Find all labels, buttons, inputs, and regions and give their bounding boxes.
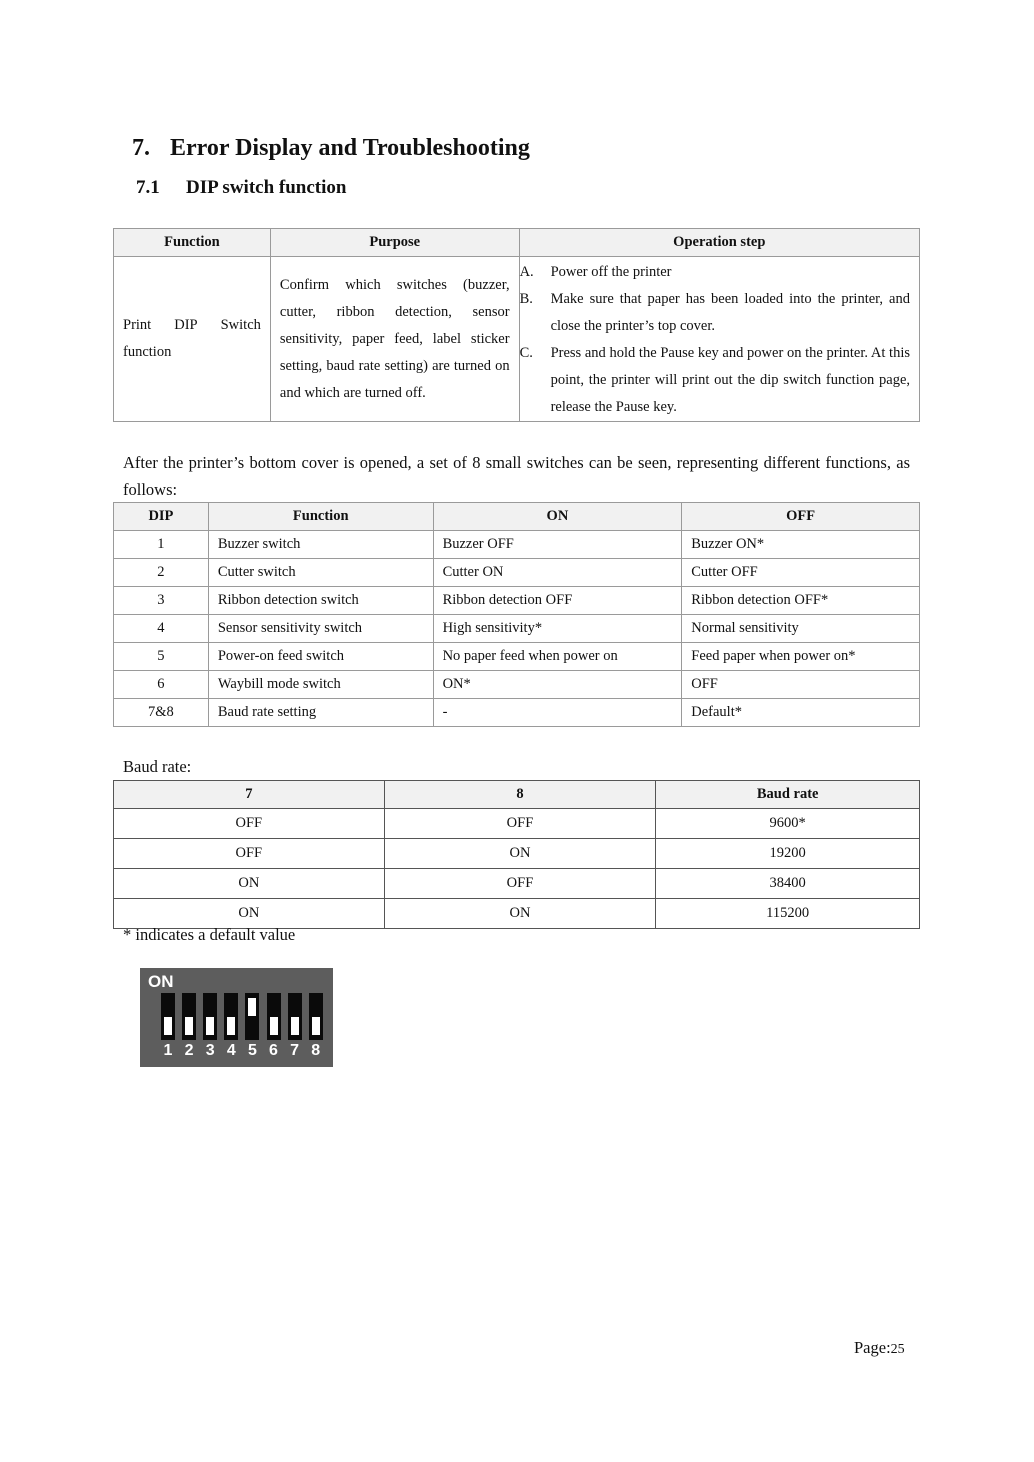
header-operation-step: Operation step	[519, 229, 919, 257]
dip-number: 2	[114, 559, 209, 587]
baud-rate-table	[113, 780, 920, 929]
step-letter: B.	[519, 291, 533, 307]
dip-function-table	[113, 228, 920, 422]
function: Cutter switch	[208, 559, 433, 587]
dip-switch-6	[267, 993, 281, 1040]
dip-switch-2	[182, 993, 196, 1040]
purpose-cell: Confirm which switches (buzzer, cutter, ribbon detection, sensor sensitivity, paper feed, label sticker setting, baud rate setting) are turned on and which are turned off.	[270, 257, 519, 422]
on-value: -	[433, 699, 682, 727]
function: Buzzer switch	[208, 531, 433, 559]
subsection-heading	[136, 174, 346, 202]
dip-switch-number: 8	[311, 1042, 321, 1059]
step-text: Make sure that paper has been loaded into the printer, and close the printer’s top cover.	[550, 291, 910, 334]
dip-number: 6	[114, 671, 209, 699]
dip-number: 4	[114, 615, 209, 643]
function-word: function	[123, 344, 172, 360]
dip-switch-number: 7	[290, 1042, 300, 1059]
step-c	[520, 340, 910, 421]
step-letter: C.	[519, 345, 533, 361]
function: Ribbon detection switch	[208, 587, 433, 615]
function-word: Print	[123, 317, 152, 333]
step-a	[520, 259, 910, 286]
dip-switch-7	[288, 993, 302, 1040]
dip-switch-knob	[185, 1017, 193, 1035]
baud-rate-value: 19200	[656, 839, 920, 869]
intro-paragraph: After the printer’s bottom cover is opened, a set of 8 small switches can be seen, representing different functions, as follows:	[123, 453, 910, 499]
subsection-number: 7.1	[136, 177, 160, 198]
function-cell	[114, 257, 271, 422]
table-row	[114, 643, 920, 671]
dip-number: 7&8	[114, 699, 209, 727]
on-value: ON*	[433, 671, 682, 699]
operation-steps-cell	[519, 257, 919, 422]
table-row	[114, 869, 920, 899]
table-row	[114, 257, 920, 422]
dip-switch-number: 6	[269, 1042, 278, 1059]
dip-switch-table	[113, 502, 920, 727]
baud-rate-value: 9600*	[656, 809, 920, 839]
switch-7-state: OFF	[114, 839, 385, 869]
off-value: Ribbon detection OFF*	[682, 587, 920, 615]
page-label: Page:	[854, 1338, 891, 1357]
dip-switch-knob	[227, 1017, 235, 1035]
dip-switch-knob	[270, 1017, 278, 1035]
function: Power-on feed switch	[208, 643, 433, 671]
off-value: Cutter OFF	[682, 559, 920, 587]
switch-8-state: OFF	[384, 869, 656, 899]
dip-on-label: ON	[148, 972, 174, 991]
dip-number: 3	[114, 587, 209, 615]
switch-8-state: OFF	[384, 809, 656, 839]
off-value: Normal sensitivity	[682, 615, 920, 643]
table-row	[114, 809, 920, 839]
header-function: Function	[208, 503, 433, 531]
baud-rate-value: 115200	[656, 899, 920, 929]
on-value: No paper feed when power on	[433, 643, 682, 671]
baud-rate-label: Baud rate:	[123, 757, 192, 776]
page-number	[854, 1336, 905, 1362]
function-word: DIP	[174, 317, 198, 333]
dip-switch-8	[309, 993, 323, 1040]
header-switch-7: 7	[114, 781, 385, 809]
off-value: Feed paper when power on*	[682, 643, 920, 671]
table-row	[114, 839, 920, 869]
step-letter: A.	[519, 264, 534, 280]
dip-switch-knob	[164, 1017, 172, 1035]
table-row	[114, 559, 920, 587]
dip-switch-knob	[312, 1017, 320, 1035]
default-value-note: * indicates a default value	[123, 925, 296, 944]
dip-switch-5	[245, 993, 259, 1040]
dip-switch-1	[161, 993, 175, 1040]
switch-7-state: OFF	[114, 809, 385, 839]
dip-switch-3	[203, 993, 217, 1040]
table-row	[114, 671, 920, 699]
header-on: ON	[433, 503, 682, 531]
on-value: Buzzer OFF	[433, 531, 682, 559]
section-heading	[132, 132, 530, 164]
off-value: OFF	[682, 671, 920, 699]
dip-switch-number: 5	[247, 1042, 257, 1059]
dip-switch-knob	[248, 998, 256, 1016]
table-row	[114, 587, 920, 615]
dip-switch-knob	[206, 1017, 214, 1035]
dip-switch-number: 4	[226, 1042, 236, 1059]
header-dip: DIP	[114, 503, 209, 531]
step-text: Press and hold the Pause key and power on the printer. At this point, the printer will print out the dip switch function page, release the Pause key.	[550, 345, 910, 415]
dip-switch-number: 1	[163, 1042, 173, 1059]
step-b	[520, 286, 910, 340]
dip-number: 1	[114, 531, 209, 559]
switch-7-state: ON	[114, 869, 385, 899]
dip-switch-image	[140, 968, 333, 1067]
subsection-title: DIP switch function	[186, 177, 347, 198]
switch-8-state: ON	[384, 839, 656, 869]
section-number: 7.	[132, 135, 150, 161]
function-word: Switch	[220, 317, 261, 333]
table-row	[114, 699, 920, 727]
on-value: Ribbon detection OFF	[433, 587, 682, 615]
on-value: High sensitivity*	[433, 615, 682, 643]
off-value: Buzzer ON*	[682, 531, 920, 559]
dip-switch-number: 3	[205, 1042, 215, 1059]
table-header-row	[114, 503, 920, 531]
baud-rate-value: 38400	[656, 869, 920, 899]
switch-7-state: ON	[114, 899, 385, 929]
on-value: Cutter ON	[433, 559, 682, 587]
off-value: Default*	[682, 699, 920, 727]
dip-switch-knob	[291, 1017, 299, 1035]
header-baud-rate: Baud rate	[656, 781, 920, 809]
function: Waybill mode switch	[208, 671, 433, 699]
dip-number: 5	[114, 643, 209, 671]
table-row	[114, 531, 920, 559]
dip-switch-number: 2	[184, 1042, 194, 1059]
header-purpose: Purpose	[270, 229, 519, 257]
table-row	[114, 615, 920, 643]
section-title: Error Display and Troubleshooting	[170, 135, 530, 161]
switch-8-state: ON	[384, 899, 656, 929]
page-number-value: 25	[890, 1342, 905, 1357]
function: Sensor sensitivity switch	[208, 615, 433, 643]
header-function: Function	[114, 229, 271, 257]
table-header-row	[114, 781, 920, 809]
header-switch-8: 8	[384, 781, 656, 809]
step-text: Power off the printer	[550, 264, 672, 280]
function: Baud rate setting	[208, 699, 433, 727]
table-header-row	[114, 229, 920, 257]
header-off: OFF	[682, 503, 920, 531]
dip-switch-4	[224, 993, 238, 1040]
